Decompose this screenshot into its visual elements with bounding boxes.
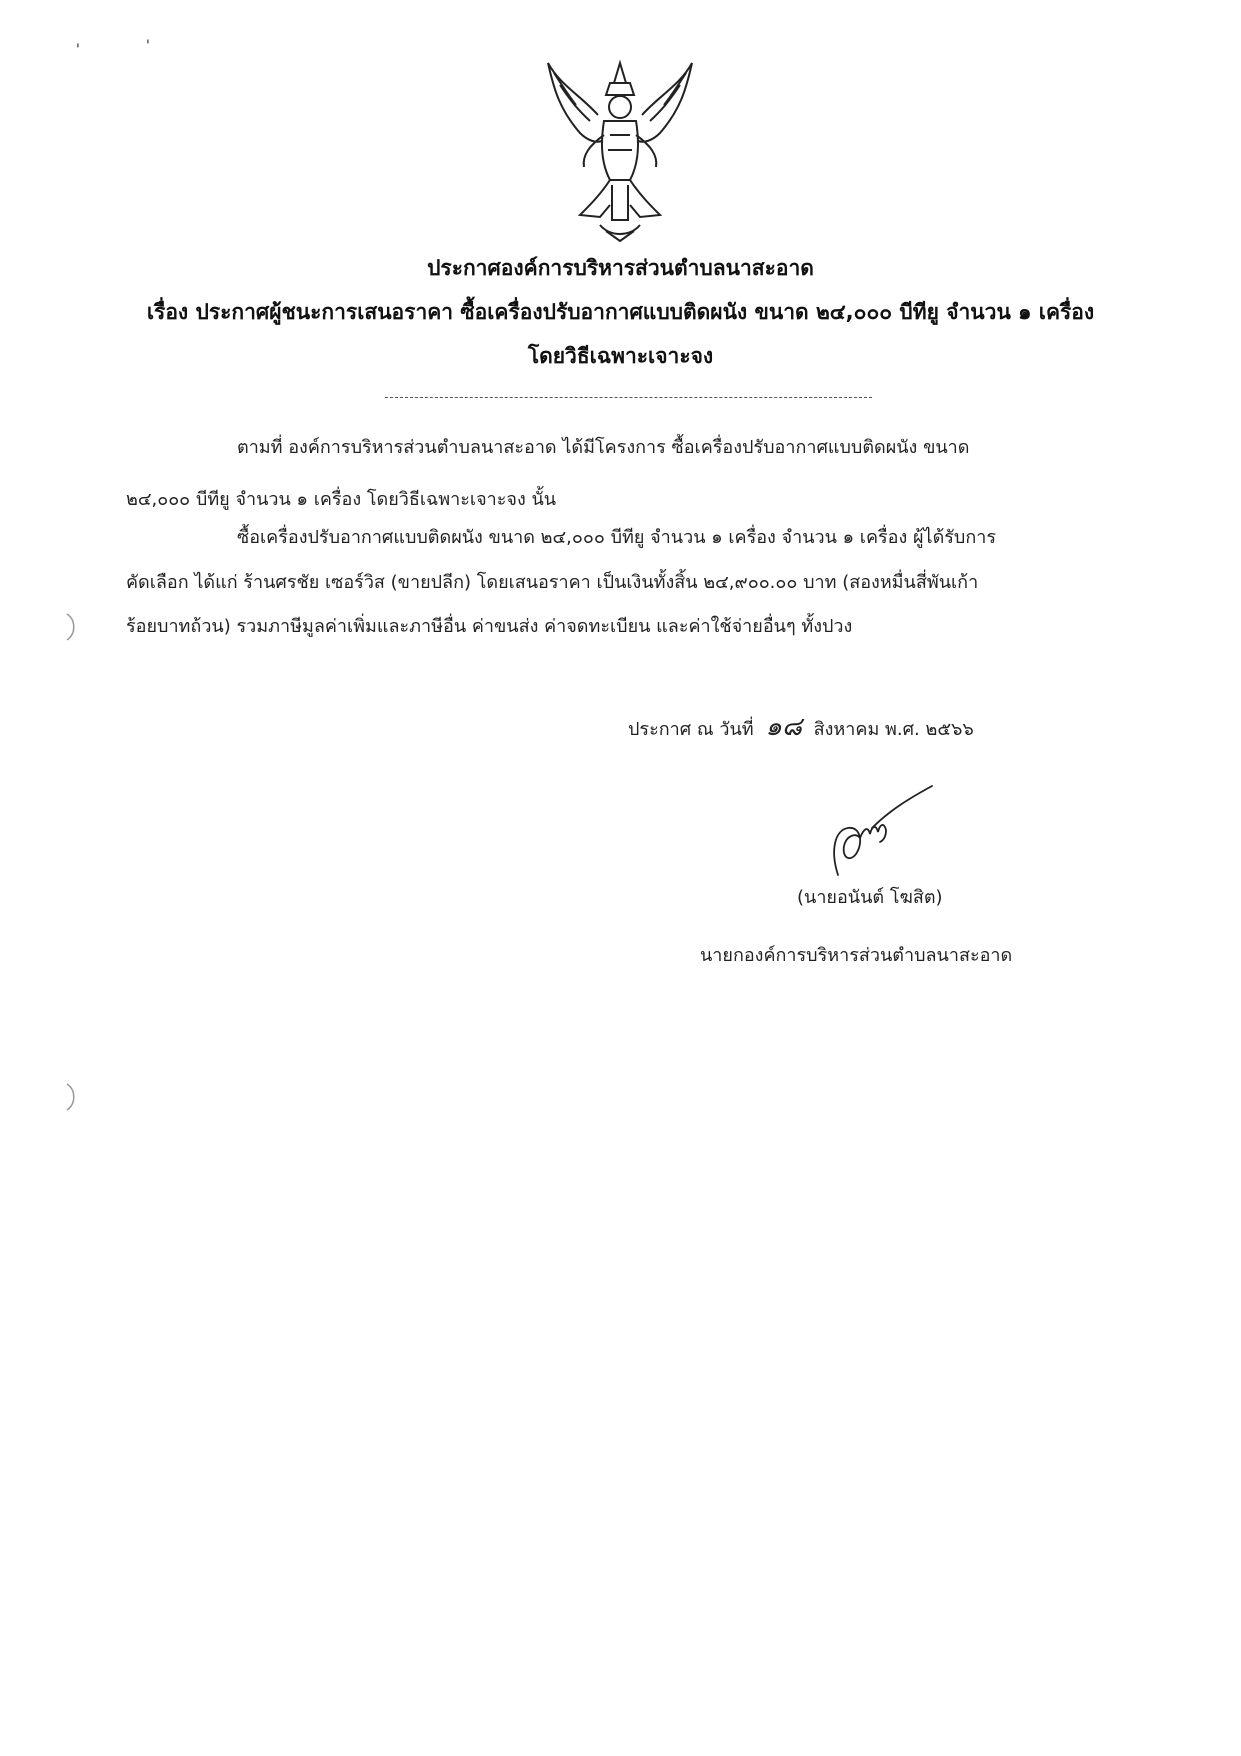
paragraph-1-line-2: ๒๔,๐๐๐ บีทียู จำนวน ๑ เครื่อง โดยวิธีเฉพาะเจาะจง นั้น	[126, 489, 557, 510]
garuda-emblem-icon	[540, 55, 700, 245]
separator-line	[385, 397, 872, 398]
scan-mark: '	[76, 42, 80, 58]
subject-line: เรื่อง ประกาศผู้ชนะการเสนอราคา ซื้อเครื่องปรับอากาศแบบติดผนัง ขนาด ๒๔,๐๐๐ บีทียู จำนวน ๑ เครื่อง	[146, 300, 1095, 324]
method-line: โดยวิธีเฉพาะเจาะจง	[527, 344, 714, 368]
binder-hole-mark	[64, 1082, 78, 1112]
signatory-name: (นายอนันต์ โฆสิต)	[797, 887, 943, 908]
signatory-position: นายกองค์การบริหารส่วนตำบลนาสะอาด	[700, 945, 1013, 966]
paragraph-2-line-1: ซื้อเครื่องปรับอากาศแบบติดผนัง ขนาด ๒๔,๐๐๐ บีทียู จำนวน ๑ เครื่อง จำนวน ๑ เครื่อง ผู้ได้รับการ	[237, 527, 997, 548]
binder-hole-mark	[64, 612, 78, 642]
paragraph-1-line-1: ตามที่ องค์การบริหารส่วนตำบลนาสะอาด ได้มีโครงการ ซื้อเครื่องปรับอากาศแบบติดผนัง ขนาด	[237, 437, 970, 458]
paragraph-2-line-2: คัดเลือก ได้แก่ ร้านศรชัย เซอร์วิส (ขายปลีก) โดยเสนอราคา เป็นเงินทั้งสิ้น ๒๔,๙๐๐.๐๐ บาท (สองหมื่นสี่พันเก้า	[126, 572, 979, 593]
handwritten-signature	[820, 780, 940, 880]
announce-date-prefix: ประกาศ ณ วันที่	[628, 719, 754, 740]
announce-date	[628, 706, 974, 747]
paragraph-2-line-3: ร้อยบาทถ้วน) รวมภาษีมูลค่าเพิ่มและภาษีอื่น ค่าขนส่ง ค่าจดทะเบียน และค่าใช้จ่ายอื่นๆ ทั้งปวง	[126, 616, 853, 637]
scan-mark: '	[146, 38, 150, 54]
announce-date-suffix: สิงหาคม พ.ศ. ๒๕๖๖	[813, 719, 974, 740]
document-title: ประกาศองค์การบริหารส่วนตำบลนาสะอาด	[427, 256, 814, 280]
announce-day-handwritten: ๑๘	[765, 712, 802, 742]
